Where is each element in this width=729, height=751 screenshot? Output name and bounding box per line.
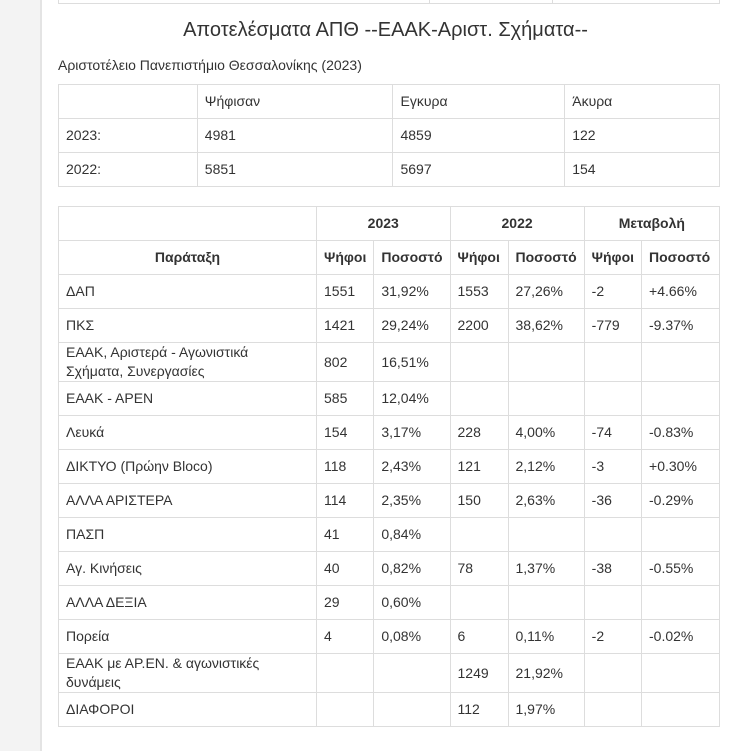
table-row [59, 484, 720, 518]
summary-cell: 154 [565, 153, 720, 187]
votes-change-cell: -2 [584, 275, 641, 309]
votes-change-cell: -3 [584, 450, 641, 484]
pct-2022-cell: 2,63% [508, 484, 584, 518]
pct-2023-cell [374, 654, 450, 693]
party-cell: Πορεία [59, 620, 317, 654]
pct-2022-cell [508, 586, 584, 620]
party-cell: ΕΑΑΚ - ΑΡΕΝ [59, 382, 317, 416]
results-body [59, 275, 720, 727]
page-title: Αποτελέσματα ΑΠΘ --ΕΑΑΚ-Αριστ. Σχήματα-- [183, 19, 588, 41]
pct-2023-cell: 0,08% [374, 620, 450, 654]
votes-2022-cell: 150 [450, 484, 508, 518]
table-row [59, 620, 720, 654]
party-cell: ΕΑΑΚ, Αριστερά - Αγωνιστικά Σχήματα, Συνεργασίες [59, 343, 317, 382]
pct-2022-cell: 21,92% [508, 654, 584, 693]
votes-2022-cell: 6 [450, 620, 508, 654]
previous-table-remnant [58, 0, 720, 4]
votes-change-header: Ψήφοι [584, 241, 641, 275]
party-cell: ΕΑΑΚ με ΑΡ.ΕΝ. & αγωνιστικές δυνάμεις [59, 654, 317, 693]
votes-change-cell: -779 [584, 309, 641, 343]
pct-2023-cell: 2,35% [374, 484, 450, 518]
summary-cell: 4859 [393, 119, 565, 153]
remnant-divider [429, 0, 430, 3]
votes-2023-cell: 585 [317, 382, 374, 416]
page-subtitle: Αριστοτέλειο Πανεπιστήμιο Θεσσαλονίκης (2023) [58, 57, 362, 73]
votes-2023-cell: 1421 [317, 309, 374, 343]
party-cell: ΠΑΣΠ [59, 518, 317, 552]
pct-2022-cell: 38,62% [508, 309, 584, 343]
table-row [59, 275, 720, 309]
votes-2022-cell: 2200 [450, 309, 508, 343]
summary-header-cell [59, 85, 198, 119]
summary-header-cell: Εγκυρα [393, 85, 565, 119]
pct-change-cell [642, 654, 720, 693]
pct-2023-cell: 12,04% [374, 382, 450, 416]
pct-change-cell: -0.83% [642, 416, 720, 450]
votes-2022-cell [450, 518, 508, 552]
table-row [59, 654, 720, 693]
party-cell: ΔΙΚΤΥΟ (Πρώην Bloco) [59, 450, 317, 484]
pct-change-cell [642, 518, 720, 552]
votes-2022-cell [450, 586, 508, 620]
table-row [59, 382, 720, 416]
votes-2023-cell: 118 [317, 450, 374, 484]
pct-change-cell: -0.55% [642, 552, 720, 586]
pct-change-cell [642, 693, 720, 727]
votes-2022-cell: 78 [450, 552, 508, 586]
votes-2023-cell: 154 [317, 416, 374, 450]
change-header: Μεταβολή [584, 207, 719, 241]
summary-cell: 122 [565, 119, 720, 153]
pct-2023-cell: 3,17% [374, 416, 450, 450]
pct-change-header: Ποσοστό [642, 241, 720, 275]
votes-2022-cell: 1553 [450, 275, 508, 309]
votes-2022-header: Ψήφοι [450, 241, 508, 275]
pct-2023-cell: 0,60% [374, 586, 450, 620]
table-row [59, 450, 720, 484]
pct-change-cell: +4.66% [642, 275, 720, 309]
votes-2023-cell [317, 693, 374, 727]
votes-change-cell [584, 343, 641, 382]
votes-2023-cell: 114 [317, 484, 374, 518]
pct-2023-cell: 16,51% [374, 343, 450, 382]
summary-header-cell: Άκυρα [565, 85, 720, 119]
pct-change-cell: +0.30% [642, 450, 720, 484]
pct-2022-cell: 1,97% [508, 693, 584, 727]
summary-row [59, 119, 720, 153]
votes-2023-header: Ψήφοι [317, 241, 374, 275]
summary-header-row [59, 85, 720, 119]
party-cell: ΑΛΛΑ ΑΡΙΣΤΕΡΑ [59, 484, 317, 518]
party-cell: Λευκά [59, 416, 317, 450]
votes-2022-cell: 112 [450, 693, 508, 727]
remnant-divider [552, 0, 553, 3]
pct-2023-header: Ποσοστό [374, 241, 450, 275]
summary-cell: 5697 [393, 153, 565, 187]
pct-2022-cell: 4,00% [508, 416, 584, 450]
summary-cell: 2023: [59, 119, 198, 153]
votes-change-cell: -36 [584, 484, 641, 518]
results-table [58, 206, 720, 727]
votes-change-cell [584, 586, 641, 620]
votes-2022-cell [450, 382, 508, 416]
votes-change-cell [584, 654, 641, 693]
summary-cell: 2022: [59, 153, 198, 187]
votes-2023-cell: 41 [317, 518, 374, 552]
summary-cell: 5851 [197, 153, 393, 187]
votes-change-cell: -38 [584, 552, 641, 586]
pct-change-cell: -9.37% [642, 309, 720, 343]
party-cell: ΑΛΛΑ ΔΕΞΙΑ [59, 586, 317, 620]
table-row [59, 586, 720, 620]
pct-2022-cell: 0,11% [508, 620, 584, 654]
turnout-summary-table [58, 84, 720, 187]
pct-2022-cell [508, 343, 584, 382]
party-cell: ΔΑΠ [59, 275, 317, 309]
pct-change-cell: -0.29% [642, 484, 720, 518]
votes-change-cell [584, 382, 641, 416]
pct-2022-cell: 27,26% [508, 275, 584, 309]
votes-2023-cell: 802 [317, 343, 374, 382]
pct-change-cell: -0.02% [642, 620, 720, 654]
pct-2022-cell: 2,12% [508, 450, 584, 484]
year-2023-header: 2023 [317, 207, 451, 241]
votes-change-cell: -74 [584, 416, 641, 450]
summary-row [59, 153, 720, 187]
pct-2022-cell: 1,37% [508, 552, 584, 586]
table-row [59, 518, 720, 552]
pct-2023-cell: 29,24% [374, 309, 450, 343]
votes-2022-cell [450, 343, 508, 382]
votes-2022-cell: 121 [450, 450, 508, 484]
table-row [59, 309, 720, 343]
summary-cell: 4981 [197, 119, 393, 153]
votes-2022-cell: 1249 [450, 654, 508, 693]
party-header: Παράταξη [59, 241, 317, 275]
votes-2023-cell: 29 [317, 586, 374, 620]
pct-change-cell [642, 382, 720, 416]
votes-2022-cell: 228 [450, 416, 508, 450]
pct-2023-cell [374, 693, 450, 727]
pct-2023-cell: 0,82% [374, 552, 450, 586]
table-row [59, 343, 720, 382]
pct-2022-cell [508, 518, 584, 552]
party-cell: Αγ. Κινήσεις [59, 552, 317, 586]
pct-change-cell [642, 343, 720, 382]
votes-2023-cell: 1551 [317, 275, 374, 309]
party-cell: ΠΚΣ [59, 309, 317, 343]
party-cell: ΔΙΑΦΟΡΟΙ [59, 693, 317, 727]
votes-2023-cell: 40 [317, 552, 374, 586]
year-2022-header: 2022 [450, 207, 584, 241]
pct-change-cell [642, 586, 720, 620]
votes-change-cell [584, 518, 641, 552]
results-group-header-row [59, 207, 720, 241]
pct-2022-header: Ποσοστό [508, 241, 584, 275]
table-row [59, 416, 720, 450]
empty-header-cell [59, 207, 317, 241]
results-sub-header-row [59, 241, 720, 275]
votes-change-cell [584, 693, 641, 727]
table-row [59, 693, 720, 727]
votes-2023-cell [317, 654, 374, 693]
table-row [59, 552, 720, 586]
pct-2023-cell: 31,92% [374, 275, 450, 309]
pct-2023-cell: 0,84% [374, 518, 450, 552]
summary-header-cell: Ψήφισαν [197, 85, 393, 119]
votes-2023-cell: 4 [317, 620, 374, 654]
pct-2023-cell: 2,43% [374, 450, 450, 484]
votes-change-cell: -2 [584, 620, 641, 654]
pct-2022-cell [508, 382, 584, 416]
